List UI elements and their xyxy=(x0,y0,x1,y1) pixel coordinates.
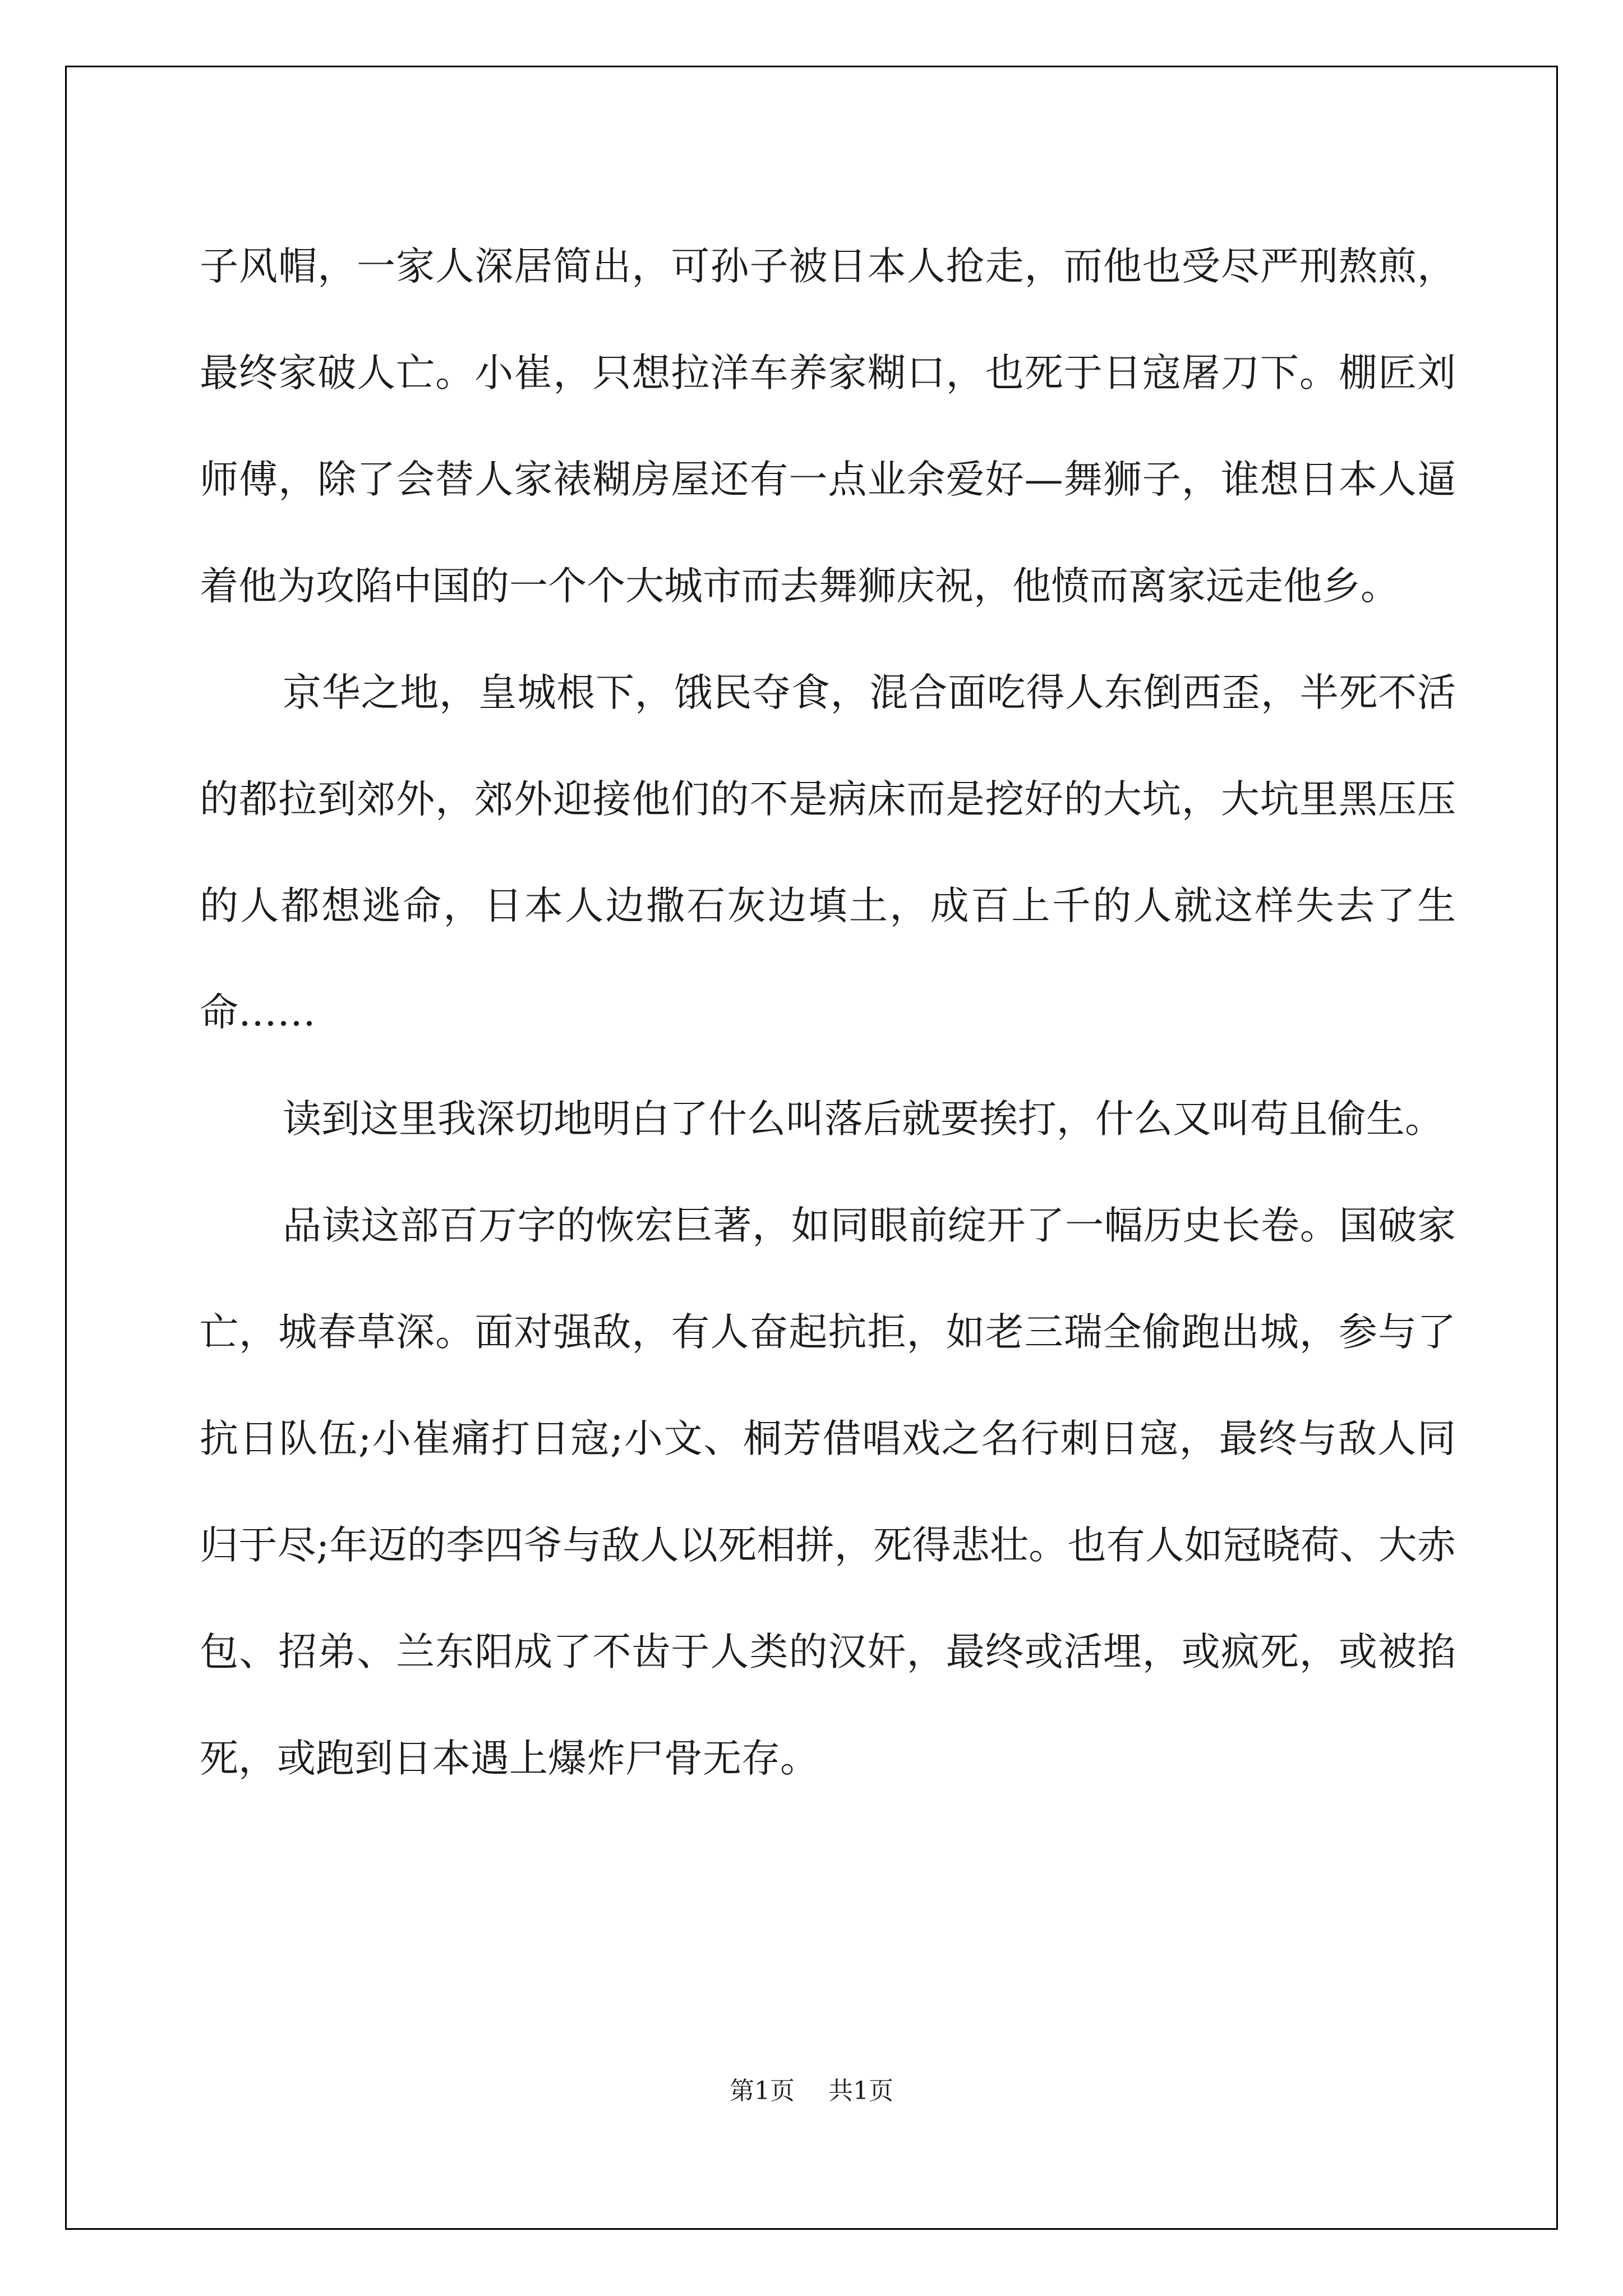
paragraph-2: 京华之地，皇城根下，饿民夺食，混合面吃得人东倒西歪，半死不活的都拉到郊外，郊外迎接他们的不是病床而是挖好的大坑，大坑里黑压压的人都想逃命，日本人边撒石灰边填土，成百上千的人就这样失去了生命…… xyxy=(200,670,1456,1035)
page-number-total: 共1页 xyxy=(828,2077,893,2105)
page-footer xyxy=(0,2074,1623,2108)
paragraph-3: 读到这里我深切地明白了什么叫落后就要挨打，什么又叫苟且偷生。 xyxy=(283,1097,1444,1142)
page-number-current: 第1页 xyxy=(730,2077,795,2105)
document-body xyxy=(200,213,1456,1812)
paragraph-4: 品读这部百万字的恢宏巨著，如同眼前绽开了一幅历史长卷。国破家亡，城春草深。面对强敌，有人奋起抗拒，如老三瑞全偷跑出城，参与了抗日队伍;小崔痛打日寇;小文、桐芳借唱戏之名行刺日寇，最终与敌人同归于尽;年迈的李四爷与敌人以死相拼，死得悲壮。也有人如冠晓荷、大赤包、招弟、兰东阳成了不齿于人类的汉奸，最终或活埋，或疯死，或被掐死，或跑到日本遇上爆炸尸骨无存。 xyxy=(200,1203,1456,1781)
paragraph-1: 子风帽，一家人深居简出，可孙子被日本人抢走，而他也受尽严刑熬煎，最终家破人亡。小崔，只想拉洋车养家糊口，也死于日寇屠刀下。棚匠刘师傅，除了会替人家裱糊房屋还有一点业余爱好—舞狮子，谁想日本人逼着他为攻陷中国的一个个大城市而去舞狮庆祝，他愤而离家远走他乡。 xyxy=(200,244,1456,609)
